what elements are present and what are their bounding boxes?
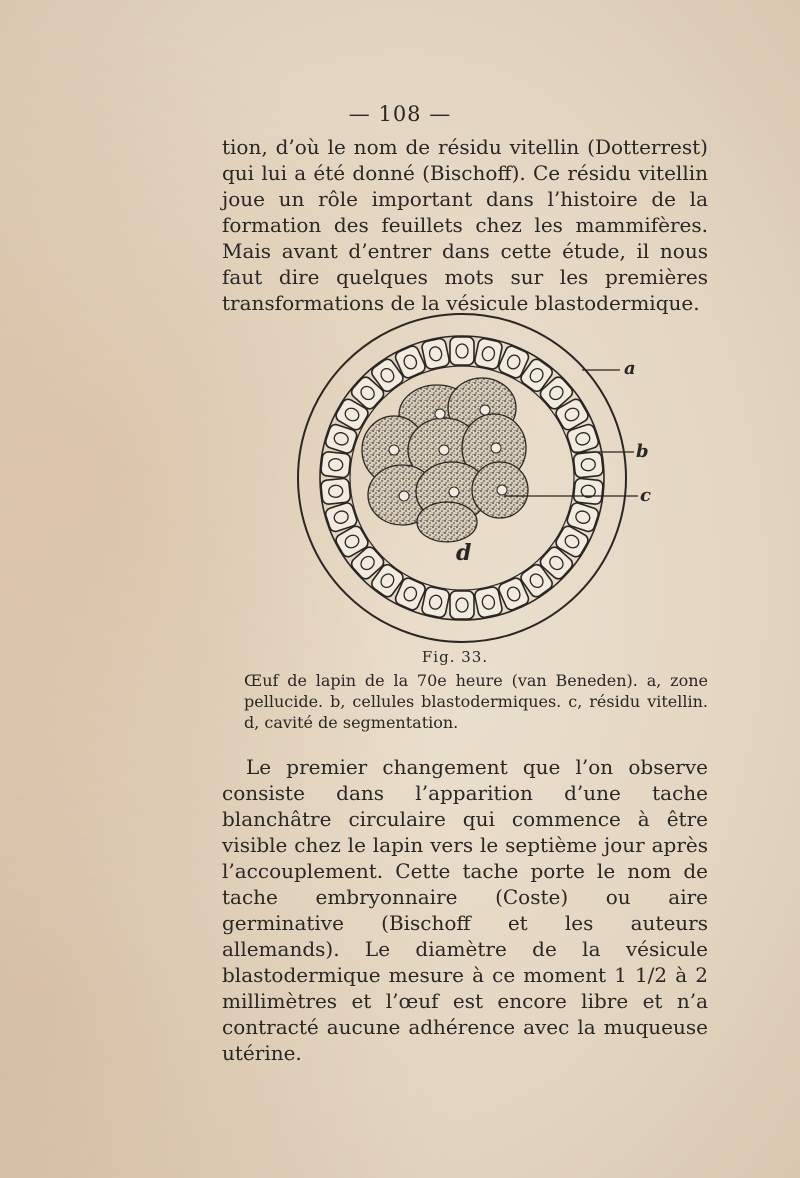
label-d: d (456, 540, 472, 566)
figure-label: Fig. 33. (421, 648, 489, 666)
label-a: a (624, 358, 636, 379)
blastodermic-cell (321, 451, 351, 478)
page-number: — 108 — (348, 102, 452, 126)
blastodermic-cell (421, 338, 450, 370)
figure-caption: Œuf de lapin de la 70e heure (van Beneden). a, zone pellucide. b, cellules blastodermiques. c, résidu vitellin. d, cavité de segmentation. (244, 671, 708, 732)
blastodermic-cell (474, 586, 503, 618)
blastodermic-cell (450, 337, 474, 365)
figure-33-illustration (282, 310, 662, 650)
blastodermic-cell (573, 478, 603, 505)
vitelline-residue-cluster (362, 378, 528, 542)
paragraph-1: tion, d’où le nom de résidu vitellin (Dotterrest) qui lui a été donné (Bischoff). Ce résidu vitellin joue un rôle important dans l’histoire de la formation des feuillets chez les mammifères. Mais avant d’entrer dans cette étude, il nous faut dire quelques mots sur les premières transformations de la vésicule blastodermique. (222, 135, 708, 315)
paragraph-2: Le premier changement que l’on observe consiste dans l’apparition d’une tache blanchâtre circulaire qui commence à être visible chez le lapin vers le septième jour après l’accouplement. Cette tache porte le nom de tache embryonnaire (Coste) ou aire germinative (Bischoff et les auteurs allemands). Le diamètre de la vésicule blastodermique mesure à ce moment 1 1/2 à 2 millimètres et l’œuf est encore libre et n’a contracté aucune adhérence avec la muqueuse utérine. (222, 755, 708, 1065)
blastodermic-cell (573, 451, 603, 478)
label-c: c (640, 485, 651, 506)
label-b: b (636, 441, 649, 462)
blastodermic-cell (450, 591, 474, 619)
egg-drawing (282, 310, 662, 650)
blastodermic-cell (321, 478, 351, 505)
